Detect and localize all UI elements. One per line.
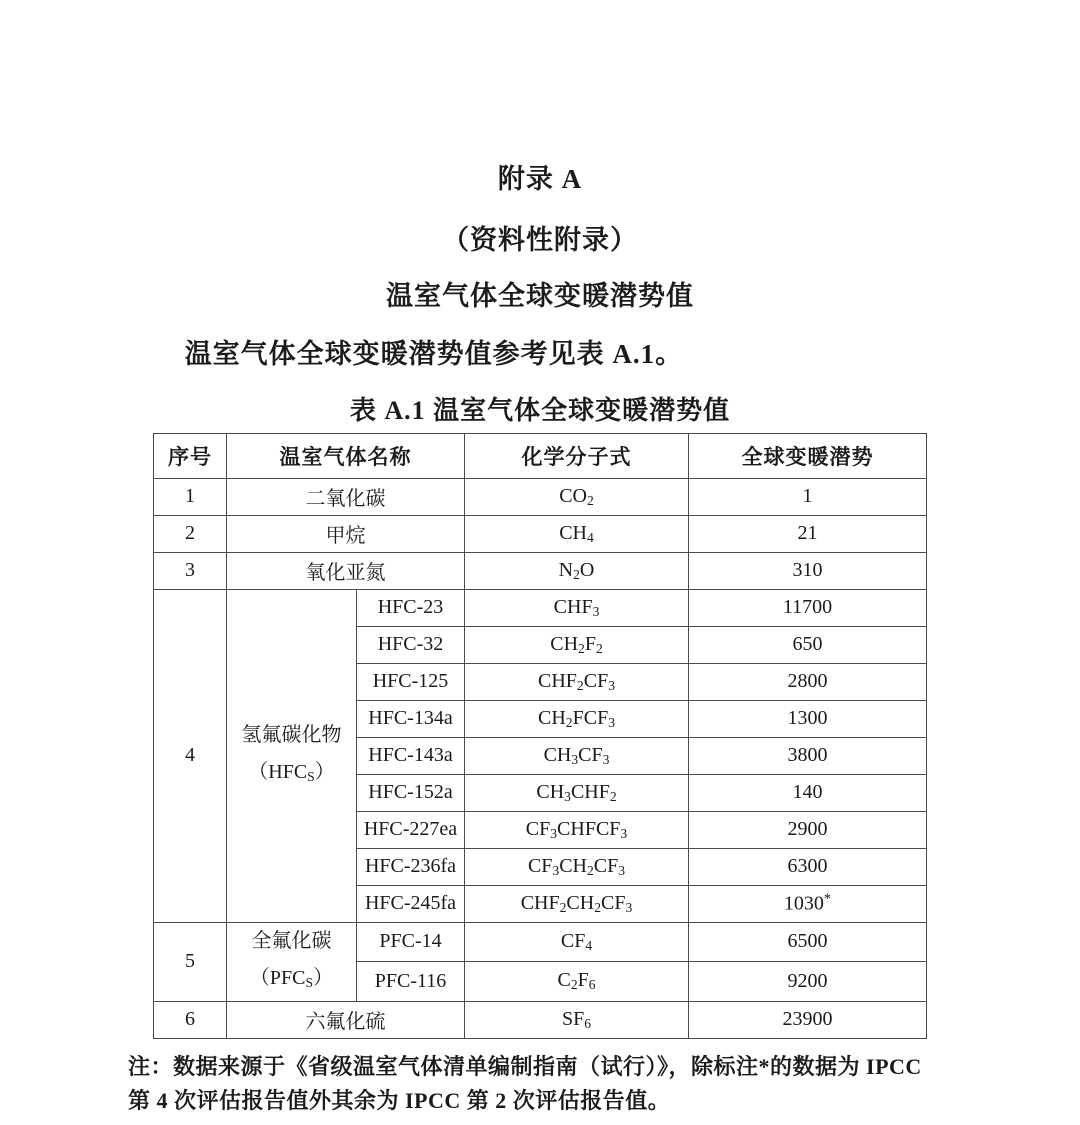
cell-seq-group-hfc: 4 [154, 589, 227, 922]
cell-gwp: 1300 [689, 700, 927, 737]
table-row [154, 589, 927, 626]
cell-seq: 6 [154, 1001, 227, 1038]
cell-gwp: 6300 [689, 848, 927, 885]
cell-gwp: 650 [689, 626, 927, 663]
note-line: 第 4 次评估报告值外其余为 IPCC 第 2 次评估报告值。 [128, 1087, 671, 1113]
cell-gwp: 6500 [689, 922, 927, 961]
cell-code: HFC-236fa [357, 848, 465, 885]
table-row [154, 515, 927, 552]
table-row [154, 478, 927, 515]
cell-seq: 1 [154, 478, 227, 515]
cell-code: HFC-227ea [357, 811, 465, 848]
cell-formula: $CF_4$ [465, 922, 689, 961]
cell-gwp: 11700 [689, 589, 927, 626]
document-page [128, 0, 952, 1118]
table-row [154, 922, 927, 961]
cell-code: PFC-116 [357, 962, 465, 1002]
cell-gwp: 21 [689, 515, 927, 552]
cell-gwp: 23900 [689, 1001, 927, 1038]
table-row [154, 552, 927, 589]
cell-formula: $CF_3CHFCF_3$ [465, 811, 689, 848]
cell-gwp: 310 [689, 552, 927, 589]
appendix-heading: 温室气体全球变暖潜势值 [386, 280, 694, 311]
note-line: 注：数据来源于《省级温室气体清单编制指南（试行）》，除标注*的数据为 IPCC [128, 1053, 922, 1079]
group-name-line1: 全氟化碳 [251, 929, 332, 952]
cell-formula: $CHF_3$ [465, 589, 689, 626]
cell-code: HFC-125 [357, 663, 465, 700]
cell-code: HFC-134a [357, 700, 465, 737]
table-row [154, 1001, 927, 1038]
cell-code: PFC-14 [357, 922, 465, 961]
cell-formula: $CO_2$ [465, 478, 689, 515]
cell-gwp: 1030* [689, 885, 927, 922]
cell-gas-name: 氧化亚氮 [227, 552, 465, 589]
gwp-table [153, 433, 927, 1039]
cell-gwp: 140 [689, 774, 927, 811]
header-seq: 序号 [154, 433, 227, 478]
cell-code: HFC-245fa [357, 885, 465, 922]
cell-gas-name: 甲烷 [227, 515, 465, 552]
cell-gwp: 2800 [689, 663, 927, 700]
cell-formula: $CH_2FCF_3$ [465, 700, 689, 737]
header-gas-name: 温室气体名称 [227, 433, 465, 478]
cell-formula: $CH_2F_2$ [465, 626, 689, 663]
group-name-line2: $(PFC_S)$ [249, 966, 334, 990]
cell-formula: $SF_6$ [465, 1001, 689, 1038]
cell-gwp: 9200 [689, 962, 927, 1002]
cell-code: HFC-23 [357, 589, 465, 626]
cell-code: HFC-152a [357, 774, 465, 811]
appendix-subtitle: （资料性附录） [442, 225, 638, 256]
cell-gas-name: 六氟化硫 [227, 1001, 465, 1038]
cell-formula: $CHF_2CF_3$ [465, 663, 689, 700]
cell-gwp: 1 [689, 478, 927, 515]
cell-gwp: 3800 [689, 737, 927, 774]
cell-gas-name: 二氧化碳 [227, 478, 465, 515]
table-caption: 表 A.1 温室气体全球变暖潜势值 [349, 395, 731, 425]
intro-paragraph: 温室气体全球变暖潜势值参考见表 A.1。 [184, 339, 684, 370]
cell-formula: $CF_3CH_2CF_3$ [465, 848, 689, 885]
cell-formula: $N_2O$ [465, 552, 689, 589]
cell-formula: $C_2F_6$ [465, 962, 689, 1002]
cell-seq: 3 [154, 552, 227, 589]
table-header-row [154, 433, 927, 478]
group-name-line1: 氢氟碳化物 [241, 723, 342, 746]
cell-code: HFC-32 [357, 626, 465, 663]
header-formula: 化学分子式 [465, 433, 689, 478]
cell-formula: $CHF_2CH_2CF_3$ [465, 885, 689, 922]
cell-gwp: 2900 [689, 811, 927, 848]
cell-code: HFC-143a [357, 737, 465, 774]
cell-group-name-pfc [227, 922, 357, 1001]
cell-group-name-hfc [227, 589, 357, 922]
appendix-title: 附录 A [497, 164, 583, 194]
cell-formula: $CH_3CHF_2$ [465, 774, 689, 811]
cell-formula: $CH_4$ [465, 515, 689, 552]
cell-seq-group-pfc: 5 [154, 922, 227, 1001]
cell-formula: $CH_3CF_3$ [465, 737, 689, 774]
group-name-line2: $(HFC_S)$ [248, 760, 335, 784]
table-note [128, 1050, 952, 1118]
header-gwp: 全球变暖潜势 [689, 433, 927, 478]
cell-seq: 2 [154, 515, 227, 552]
